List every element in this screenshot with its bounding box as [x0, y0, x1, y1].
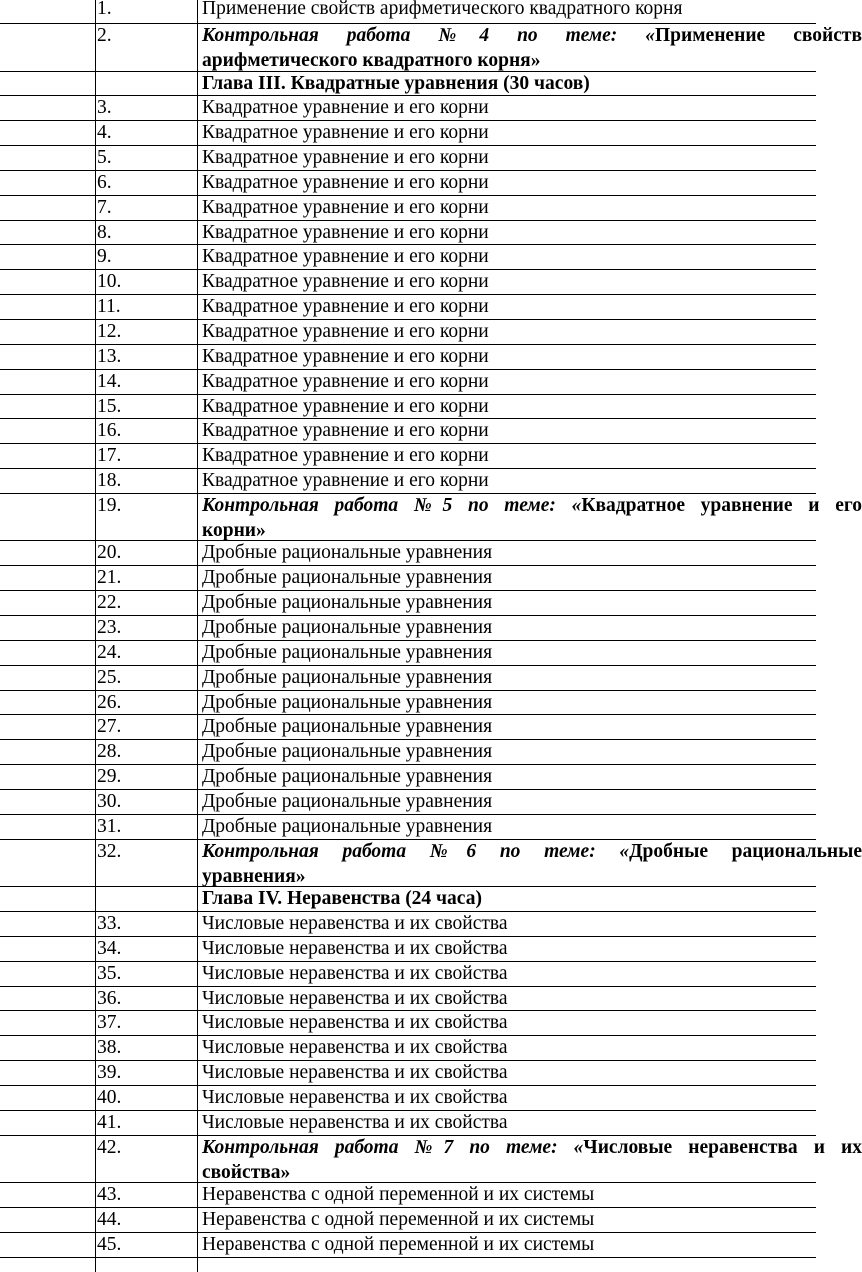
table-row	[0, 320, 816, 345]
test-topic	[202, 839, 862, 889]
test-row	[0, 840, 862, 888]
lesson-number: 20.	[97, 542, 122, 564]
chapter-row	[0, 887, 816, 912]
lesson-topic: Квадратное уравнение и его корни	[202, 271, 489, 293]
test-title: Контрольная работа №5 по теме:	[202, 494, 556, 516]
lesson-topic: Дробные рациональные уравнения	[202, 766, 493, 788]
table-row	[0, 691, 816, 716]
test-row	[0, 1136, 862, 1184]
lesson-number: 43.	[97, 1184, 122, 1206]
table-row	[0, 591, 816, 616]
lesson-topic: Дробные рациональные уравнения	[202, 691, 493, 713]
table-row	[0, 121, 816, 146]
lesson-topic: Числовые неравенства и их свойства	[202, 913, 508, 934]
lesson-topic: Квадратное уравнение и его корни	[202, 221, 489, 243]
table-row	[0, 1086, 816, 1111]
table-row	[0, 566, 816, 591]
lesson-topic: Числовые неравенства и их свойства	[202, 1086, 508, 1108]
table-row	[0, 715, 816, 740]
test-subject-continued: уравнения»	[202, 865, 306, 887]
lesson-topic: Дробные рациональные уравнения	[202, 641, 493, 663]
lesson-topic: Неравенства с одной переменной и их системы	[202, 1233, 595, 1255]
test-title: Контрольная работа №6 по теме:	[202, 840, 596, 862]
lesson-topic: Квадратное уравнение и его корни	[202, 97, 489, 119]
lesson-topic: Дробные рациональные уравнения	[202, 592, 493, 614]
test-row	[0, 24, 862, 72]
lesson-number: 25.	[97, 666, 122, 688]
lesson-number: 36.	[97, 987, 122, 1009]
lesson-topic: Дробные рациональные уравнения	[202, 617, 493, 638]
table-row	[0, 245, 816, 270]
lesson-number: 45.	[97, 1233, 122, 1255]
lesson-topic: Квадратное уравнение и его корни	[202, 470, 489, 492]
table-row	[0, 395, 816, 420]
lesson-topic: Числовые неравенства и их свойства	[202, 1062, 508, 1084]
lesson-topic: Дробные рациональные уравнения	[202, 567, 493, 589]
table-row	[0, 1111, 816, 1136]
table-row	[0, 1208, 816, 1233]
lesson-number: 42.	[97, 1136, 122, 1158]
lesson-topic: Квадратное уравнение и его корни	[202, 420, 489, 442]
lesson-topic: Неравенства с одной переменной и их системы	[202, 1184, 595, 1206]
lesson-topic: Числовые неравенства и их свойства	[202, 1111, 508, 1133]
lesson-topic: Квадратное уравнение и его корни	[202, 445, 489, 467]
lesson-number: 26.	[97, 691, 122, 713]
test-subject: Применение свойств	[655, 25, 862, 46]
lesson-number: 41.	[97, 1111, 122, 1133]
lesson-number: 3.	[97, 97, 112, 119]
quote-mark: «	[617, 25, 656, 46]
lesson-topic: Дробные рациональные уравнения	[202, 666, 493, 688]
table-row	[0, 740, 816, 765]
lesson-number: 12.	[97, 321, 122, 342]
lesson-number: 40.	[97, 1086, 122, 1108]
lesson-topic: Квадратное уравнение и его корни	[202, 296, 489, 318]
lesson-number: 28.	[97, 741, 122, 763]
lesson-topic: Числовые неравенства и их свойства	[202, 962, 508, 984]
table-row	[0, 765, 816, 790]
lesson-topic: Дробные рациональные уравнения	[202, 542, 493, 564]
table-row	[0, 146, 816, 171]
table-row	[0, 419, 816, 444]
lesson-topic: Неравенства с одной переменной и их системы	[202, 1209, 595, 1230]
table-row	[0, 962, 816, 987]
table-row	[0, 196, 816, 221]
lesson-number: 15.	[97, 395, 122, 417]
table-row	[0, 1183, 816, 1208]
lesson-number: 38.	[97, 1037, 122, 1059]
lesson-topic: Дробные рациональные уравнения	[202, 741, 493, 763]
lesson-number: 37.	[97, 1012, 122, 1034]
table-row	[0, 0, 816, 24]
lesson-number: 22.	[97, 592, 122, 614]
chapter-heading: Глава IV. Неравенства (24 часа)	[202, 888, 482, 910]
lesson-number: 5.	[97, 147, 112, 169]
table-row	[0, 987, 816, 1012]
test-subject-continued: корни»	[202, 519, 266, 541]
lesson-topic: Дробные рациональные уравнения	[202, 815, 493, 837]
table-row	[0, 641, 816, 666]
lesson-number: 17.	[97, 445, 122, 467]
table-row	[0, 666, 816, 691]
table-row	[0, 912, 816, 937]
lesson-topic: Квадратное уравнение и его корни	[202, 395, 489, 417]
table-row	[0, 541, 816, 566]
table-row	[0, 1061, 816, 1086]
table-row	[0, 1233, 816, 1258]
table-row	[0, 790, 816, 815]
lesson-topic: Квадратное уравнение и его корни	[202, 246, 489, 268]
lesson-number: 34.	[97, 937, 122, 959]
test-subject-continued: свойства»	[202, 1161, 291, 1183]
lesson-topic: Применение свойств арифметического квадратного корня	[202, 0, 683, 19]
table-row	[0, 444, 816, 469]
quote-mark: «	[557, 1136, 584, 1158]
lesson-number: 33.	[97, 913, 122, 934]
lesson-number: 9.	[97, 246, 112, 268]
test-subject: Дробные рациональные	[629, 840, 862, 862]
lesson-topic: Квадратное уравнение и его корни	[202, 171, 489, 193]
lesson-number: 31.	[97, 815, 122, 837]
lesson-number: 27.	[97, 716, 122, 738]
test-subject-continued: арифметического квадратного корня»	[202, 50, 541, 71]
lesson-number: 35.	[97, 962, 122, 984]
lesson-number: 11.	[97, 296, 121, 318]
lesson-topic: Квадратное уравнение и его корни	[202, 147, 489, 169]
lesson-topic: Дробные рациональные уравнения	[202, 716, 493, 738]
table-row	[0, 1011, 816, 1036]
lesson-number: 4.	[97, 122, 112, 144]
test-topic	[202, 23, 862, 73]
lesson-number: 2.	[97, 25, 112, 46]
chapter-row	[0, 72, 816, 97]
test-subject: Числовые неравенства и их	[583, 1136, 862, 1158]
lesson-topic: Квадратное уравнение и его корни	[202, 370, 489, 392]
lesson-number: 29.	[97, 766, 122, 788]
table-row	[0, 469, 816, 494]
lesson-topic: Числовые неравенства и их свойства	[202, 937, 508, 959]
table-row	[0, 171, 816, 196]
test-subject: Квадратное уравнение и его	[581, 494, 862, 516]
test-topic	[202, 1135, 862, 1185]
table-row	[0, 295, 816, 320]
lesson-number: 32.	[97, 840, 122, 862]
lesson-topic: Дробные рациональные уравнения	[202, 790, 493, 812]
lesson-topic: Квадратное уравнение и его корни	[202, 321, 489, 342]
lesson-number: 6.	[97, 171, 112, 193]
test-title: Контрольная работа №4 по теме:	[202, 25, 618, 46]
lesson-number: 24.	[97, 641, 122, 663]
lesson-topic: Квадратное уравнение и его корни	[202, 345, 489, 367]
lesson-number: 13.	[97, 345, 122, 367]
lesson-number: 19.	[97, 494, 122, 516]
lesson-topic: Числовые неравенства и их свойства	[202, 1012, 508, 1034]
test-row	[0, 494, 862, 542]
lesson-number: 21.	[97, 567, 122, 589]
table-row	[0, 370, 816, 395]
lesson-number: 39.	[97, 1062, 122, 1084]
lesson-number: 44.	[97, 1209, 122, 1230]
test-topic	[202, 493, 862, 543]
table-row	[0, 221, 816, 246]
lesson-number: 7.	[97, 196, 112, 218]
lesson-number: 10.	[97, 271, 122, 293]
table-row	[0, 1036, 816, 1061]
quote-mark: «	[595, 840, 630, 862]
table-row	[0, 345, 816, 370]
lesson-topic: Числовые неравенства и их свойства	[202, 987, 508, 1009]
lesson-topic: Квадратное уравнение и его корни	[202, 196, 489, 218]
chapter-heading: Глава III. Квадратные уравнения (30 часов)	[202, 72, 590, 94]
quote-mark: «	[555, 494, 582, 516]
lesson-number: 18.	[97, 470, 122, 492]
lesson-number: 23.	[97, 617, 122, 638]
lesson-number: 14.	[97, 370, 122, 392]
table-row	[0, 616, 816, 641]
lesson-number: 1.	[97, 0, 112, 19]
lesson-number: 30.	[97, 790, 122, 812]
table-row	[0, 815, 816, 840]
table-row	[0, 270, 816, 295]
test-title: Контрольная работа №7 по теме:	[202, 1136, 558, 1158]
table-row	[0, 937, 816, 962]
table-row	[0, 96, 816, 121]
lesson-topic: Числовые неравенства и их свойства	[202, 1037, 508, 1059]
lesson-number: 8.	[97, 221, 112, 243]
lesson-number: 16.	[97, 420, 122, 442]
lesson-topic: Квадратное уравнение и его корни	[202, 122, 489, 144]
